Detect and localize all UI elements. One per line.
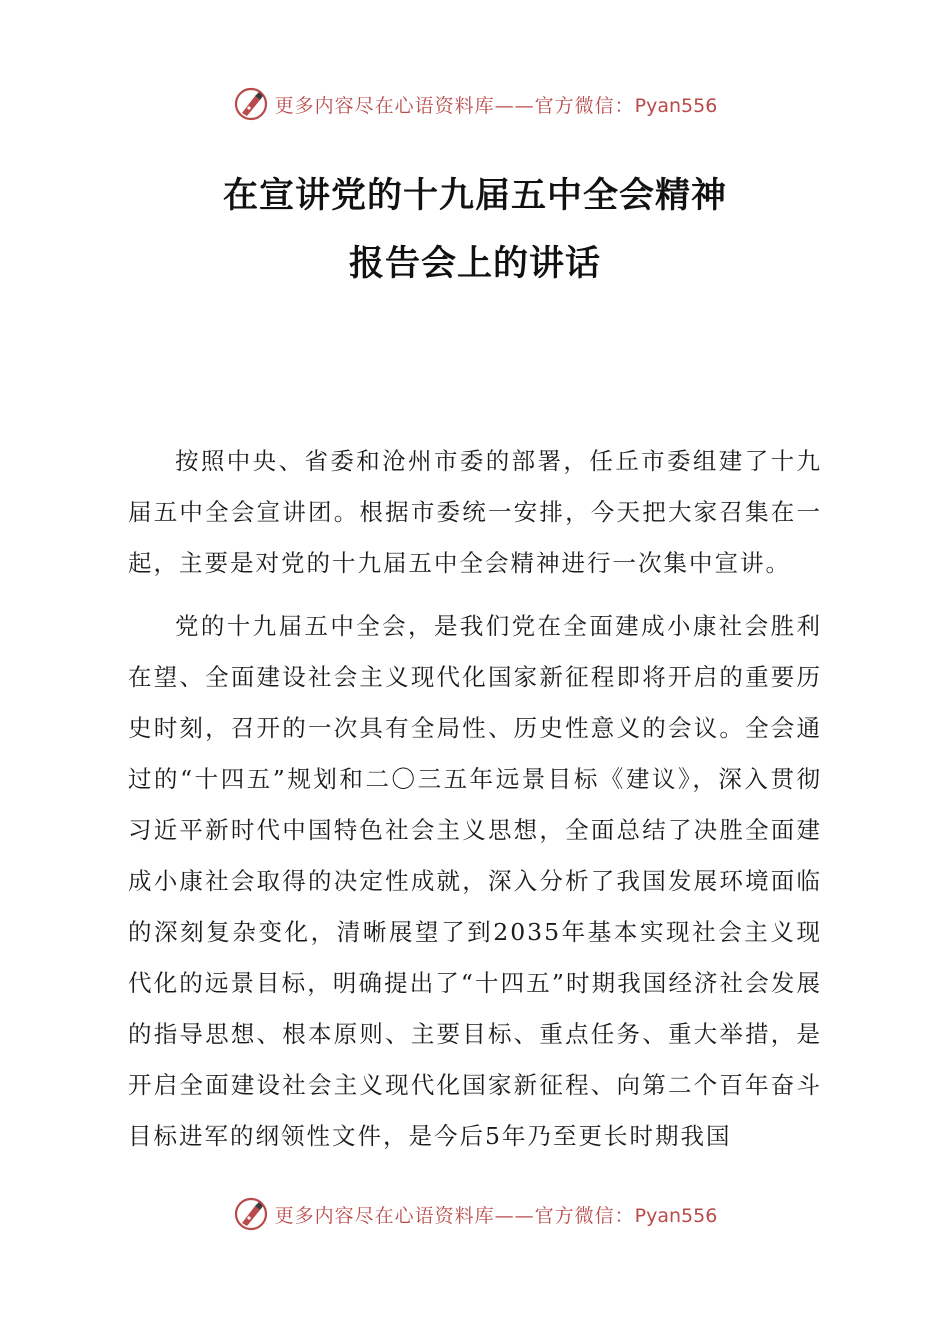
watermark-text xyxy=(275,91,718,118)
watermark-label: 更多内容尽在心语资料库——官方微信： xyxy=(274,1204,635,1227)
body-paragraph-1: 按照中央、省委和沧州市委的部署，任丘市委组建了十九届五中全会宣讲团。根据市委统一安排，今天把大家召集在一起，主要是对党的十九届五中全会精神进行一次集中宣讲。 xyxy=(128,447,822,577)
footer-watermark xyxy=(0,1192,950,1236)
pen-nib-logo-icon xyxy=(233,1196,269,1232)
pen-nib-logo-icon xyxy=(233,86,269,122)
watermark-wechat-id: Pyan556 xyxy=(634,94,718,117)
document-title-line-2: 报告会上的讲话 xyxy=(348,244,601,284)
header-watermark xyxy=(0,82,950,126)
watermark-wechat-id: Pyan556 xyxy=(634,1204,718,1227)
watermark-label: 更多内容尽在心语资料库——官方微信： xyxy=(274,94,635,117)
document-body xyxy=(128,436,822,1162)
body-paragraph-2: 党的十九届五中全会，是我们党在全面建成小康社会胜利在望、全面建设社会主义现代化国家新征程即将开启的重要历史时刻，召开的一次具有全局性、历史性意义的会议。全会通过的“十四五”规划和二〇三五年远景目标《建议》，深入贯彻习近平新时代中国特色社会主义思想，全面总结了决胜全面建成小康社会取得的决定性成就，深入分析了我国发展环境面临的深刻复杂变化，清晰展望了到2035年基本实现社会主义现代化的远景目标，明确提出了“十四五”时期我国经济社会发展的指导思想、根本原则、主要目标、重点任务、重大举措，是开启全面建设社会主义现代化国家新征程、向第二个百年奋斗目标进军的纲领性文件，是今后5年乃至更长时期我国 xyxy=(128,612,822,1150)
document-title-line-1: 在宣讲党的十九届五中全会精神 xyxy=(222,176,727,216)
watermark-text xyxy=(275,1201,718,1228)
